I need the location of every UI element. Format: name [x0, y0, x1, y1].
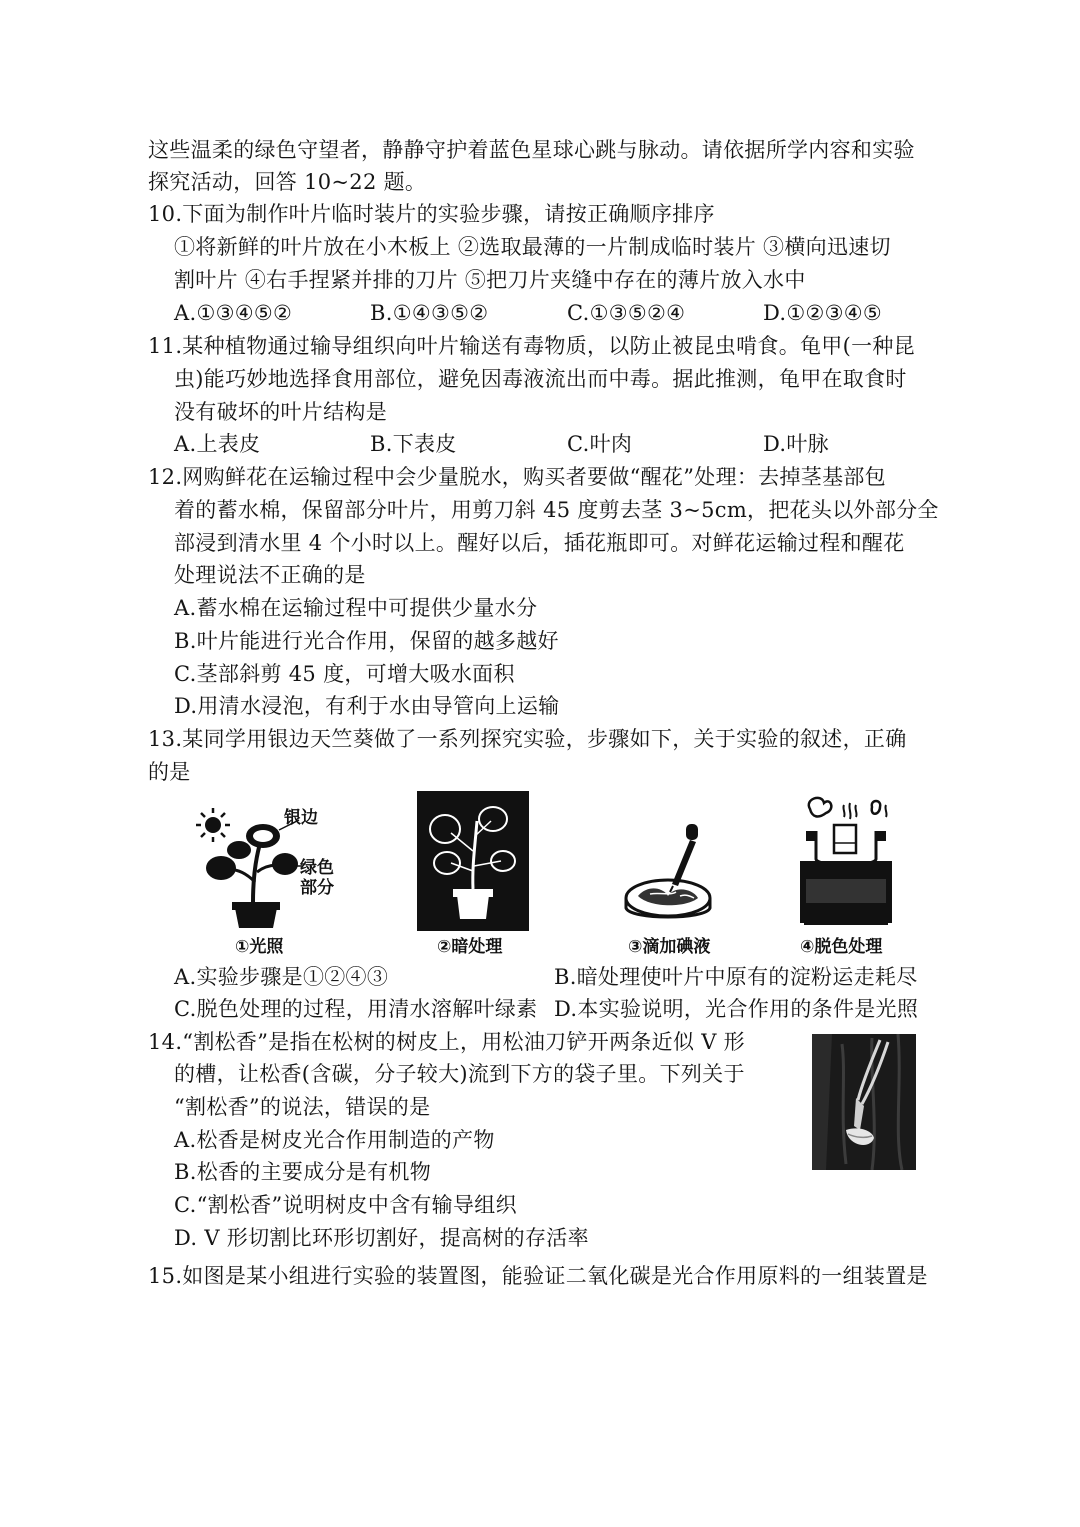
q10-option-b: B.①④③⑤② [370, 301, 489, 325]
label-green-part-1: 绿色 [300, 858, 334, 878]
q11-option-c: C.叶肉 [567, 432, 633, 456]
q13-option-b: B.暗处理使叶片中原有的淀粉运走耗尽 [554, 965, 918, 989]
q12-stem-line-1: 12.网购鲜花在运输过程中会少量脱水，购买者要做“醒花”处理：去掉茎基部包 [148, 465, 886, 489]
label-green-part-2: 部分 [300, 878, 334, 898]
q14-stem-line-2: 的槽，让松香(含碳，分子较大)流到下方的袋子里。下列关于 [174, 1062, 745, 1086]
q13-stem-line-2: 的是 [148, 760, 191, 784]
pine-resin-tapping-photo [812, 1034, 916, 1170]
q10-option-c: C.①③⑤②④ [567, 301, 686, 325]
caption-dark-treatment: ②暗处理 [437, 937, 503, 957]
decolorization-illustration [800, 795, 894, 931]
q14-stem-line-1: 14.“割松香”是指在松树的树皮上，用松油刀铲开两条近似 V 形 [148, 1030, 745, 1054]
q13-option-a: A.实验步骤是①②④③ [174, 965, 389, 989]
q10-option-a: A.①③④⑤② [174, 301, 293, 325]
q11-stem-line-2: 虫)能巧妙地选择食用部位，避免因毒液流出而中毒。据此推测，龟甲在取食时 [174, 367, 907, 391]
label-silver-edge: 银边 [284, 808, 318, 828]
q13-stem-line-1: 13.某同学用银边天竺葵做了一系列探究实验，步骤如下，关于实验的叙述，正确 [148, 727, 907, 751]
q14-option-b: B.松香的主要成分是有机物 [174, 1160, 432, 1184]
q12-stem-line-4: 处理说法不正确的是 [174, 563, 366, 587]
q14-option-d: D. V 形切割比环形切割好，提高树的存活率 [174, 1226, 589, 1250]
q12-stem-line-3: 部浸到清水里 4 个小时以上。醒好以后，插花瓶即可。对鲜花运输过程和醒花 [174, 531, 905, 555]
caption-decolorization: ④脱色处理 [800, 937, 883, 957]
q10-stem: 10.下面为制作叶片临时装片的实验步骤，请按正确顺序排序 [148, 202, 715, 226]
q13-option-c: C.脱色处理的过程，用清水溶解叶绿素 [174, 997, 538, 1021]
q11-option-a: A.上表皮 [174, 432, 261, 456]
intro-line-1: 这些温柔的绿色守望者，静静守护着蓝色星球心跳与脉动。请依据所学内容和实验 [148, 138, 915, 162]
caption-light: ①光照 [235, 937, 284, 957]
q11-stem-line-3: 没有破坏的叶片结构是 [174, 400, 387, 424]
caption-iodine-drops: ③滴加碘液 [628, 937, 711, 957]
intro-line-2: 探究活动，回答 10~22 题。 [148, 170, 427, 194]
q11-option-b: B.下表皮 [370, 432, 457, 456]
q12-option-c: C.茎部斜剪 45 度，可增大吸水面积 [174, 662, 515, 686]
q15-stem: 15.如图是某小组进行实验的装置图，能验证二氧化碳是光合作用原料的一组装置是 [148, 1264, 928, 1288]
q10-option-d: D.①②③④⑤ [763, 301, 882, 325]
q11-option-d: D.叶脉 [763, 432, 829, 456]
q10-steps-line-2: 割叶片 ④右手捏紧并排的刀片 ⑤把刀片夹缝中存在的薄片放入水中 [174, 268, 806, 292]
dark-treatment-illustration [417, 791, 529, 931]
q12-stem-line-2: 着的蓄水棉，保留部分叶片，用剪刀斜 45 度剪去茎 3~5cm，把花头以外部分全 [174, 498, 939, 522]
q14-option-c: C.“割松香”说明树皮中含有输导组织 [174, 1193, 517, 1217]
q12-option-a: A.蓄水棉在运输过程中可提供少量水分 [174, 596, 538, 620]
q14-stem-line-3: “割松香”的说法，错误的是 [174, 1095, 431, 1119]
q13-option-d: D.本实验说明，光合作用的条件是光照 [554, 997, 919, 1021]
q12-option-d: D.用清水浸泡，有利于水由导管向上运输 [174, 694, 560, 718]
q12-option-b: B.叶片能进行光合作用，保留的越多越好 [174, 629, 559, 653]
q11-stem-line-1: 11.某种植物通过输导组织向叶片输送有毒物质，以防止被昆虫啃食。龟甲(一种昆 [148, 334, 915, 358]
q10-steps-line-1: ①将新鲜的叶片放在小木板上 ②选取最薄的一片制成临时装片 ③横向迅速切 [174, 235, 891, 259]
iodine-dropping-illustration [620, 822, 720, 930]
q14-option-a: A.松香是树皮光合作用制造的产物 [174, 1128, 495, 1152]
